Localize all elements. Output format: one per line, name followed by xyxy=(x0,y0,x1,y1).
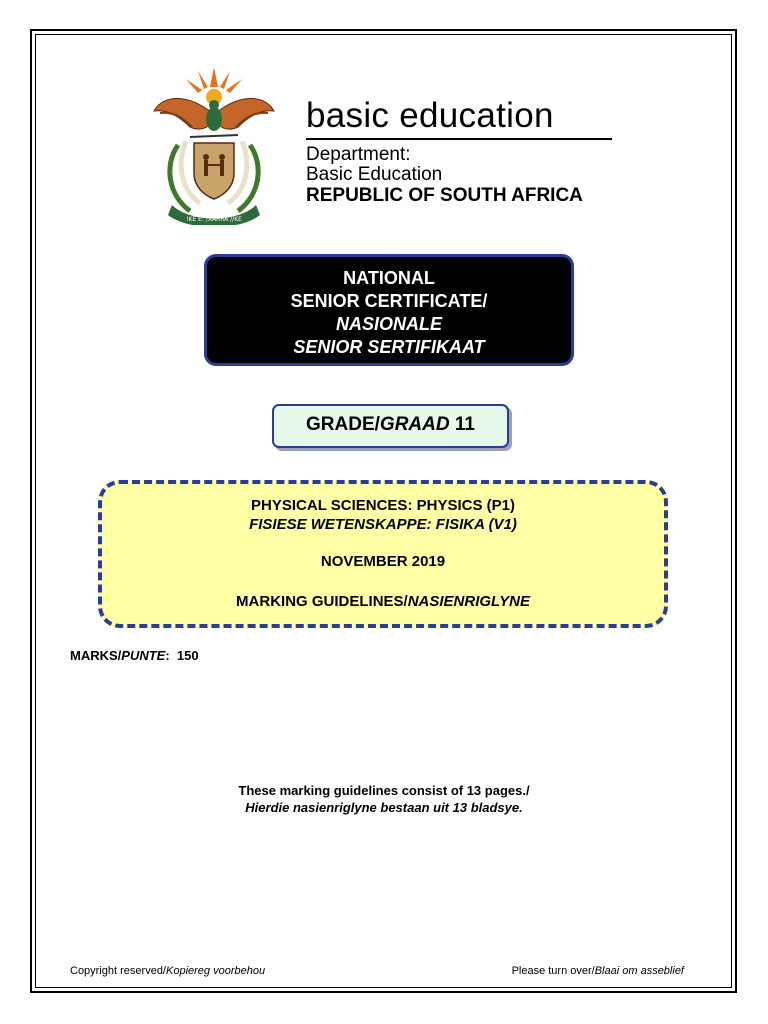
subject-box xyxy=(98,480,668,628)
certificate-line3: NASIONALE xyxy=(335,314,442,334)
crest-motto: !KE E: /XARRA //KE xyxy=(186,216,242,223)
brand-title: basic education xyxy=(306,96,554,135)
pages-note-af: Hierdie nasienriglyne bestaan uit 13 bladsye. xyxy=(245,800,523,815)
grade-label-af: GRAAD xyxy=(379,414,450,435)
certificate-line2: SENIOR CERTIFICATE/ xyxy=(290,291,488,311)
document-type-af: NASIENRIGLYNE xyxy=(407,593,530,610)
subject-title-en: PHYSICAL SCIENCES: PHYSICS (P1) xyxy=(251,497,515,514)
turn-over-label-af: Blaai om asseblief xyxy=(594,965,684,977)
marks-value: 150 xyxy=(176,648,199,663)
subject-title-af: FISIESE WETENSKAPPE: FISIKA (V1) xyxy=(249,516,517,533)
exam-date: NOVEMBER 2019 xyxy=(320,553,446,570)
marks-label: MARKS/ xyxy=(70,648,122,663)
coat-of-arms-icon xyxy=(150,65,278,225)
grade-box xyxy=(272,404,509,448)
copyright-label-af: Kopiereg voorbehou xyxy=(166,965,266,977)
certificate-line4: SENIOR SERTIFIKAAT xyxy=(293,337,485,357)
footer-turn-over xyxy=(512,965,684,977)
grade-number: 11 xyxy=(454,414,475,435)
grade-label: GRADE/ xyxy=(306,414,380,435)
turn-over-label: Please turn over/ xyxy=(511,965,595,977)
marks-label-af: PUNTE xyxy=(121,648,166,663)
document-type-en: MARKING GUIDELINES/ xyxy=(236,593,408,610)
certificate-line1: NATIONAL xyxy=(343,268,435,288)
document-type xyxy=(102,592,664,611)
department-name: Basic Education xyxy=(306,164,443,185)
department-label: Department: xyxy=(306,144,411,165)
pages-note-en: These marking guidelines consist of 13 pages./ xyxy=(238,783,530,798)
footer-copyright xyxy=(70,965,265,977)
marks-total: MARKS/PUNTE: 150 xyxy=(70,648,199,663)
copyright-label: Copyright reserved/ xyxy=(70,965,166,977)
brand-divider xyxy=(306,138,612,140)
country-name: REPUBLIC OF SOUTH AFRICA xyxy=(306,185,583,206)
certificate-box xyxy=(204,254,574,366)
